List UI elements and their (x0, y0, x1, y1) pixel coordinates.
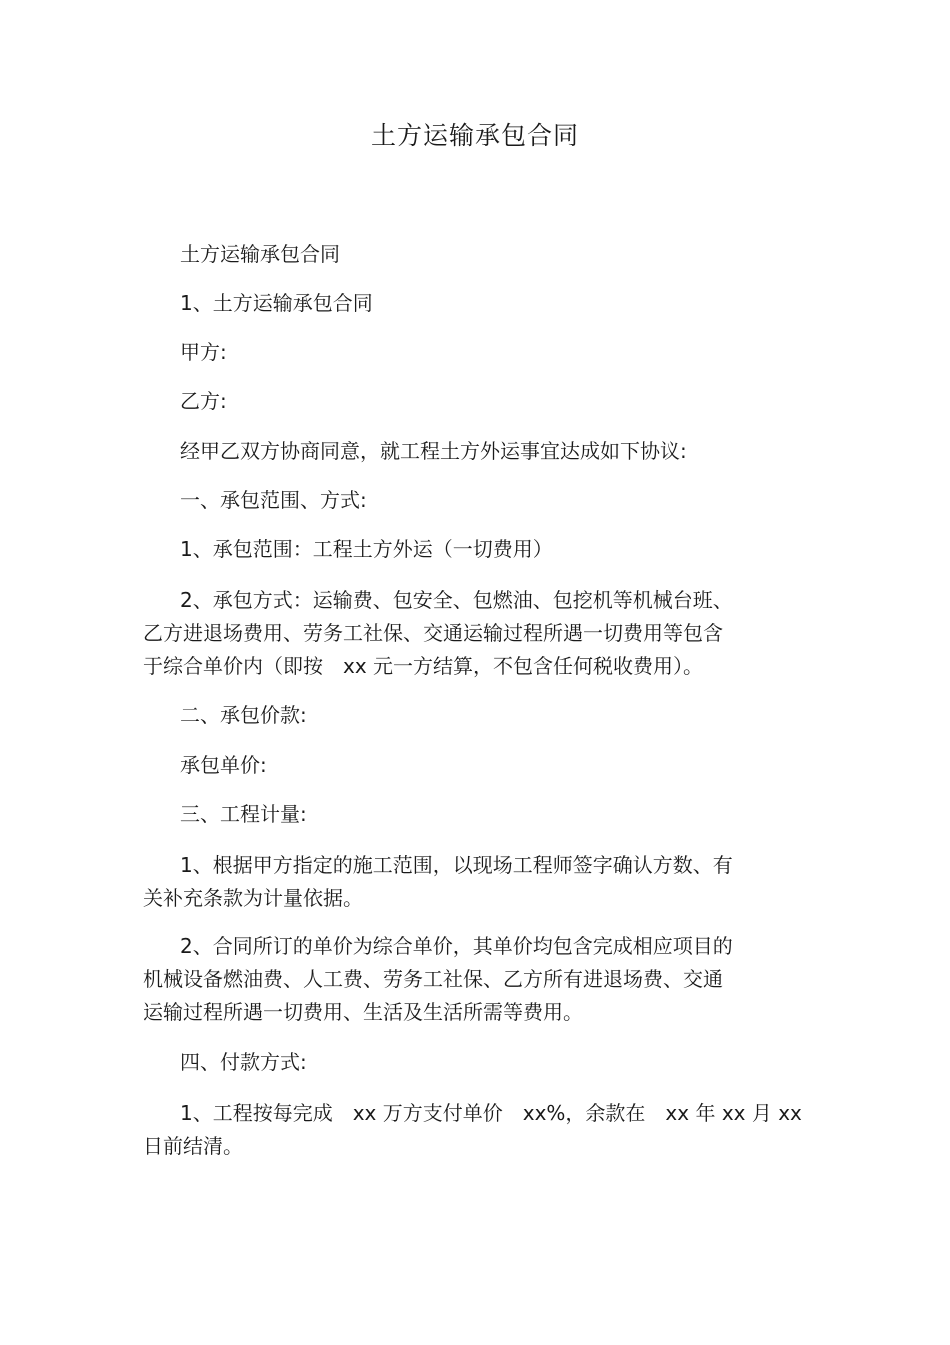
text-line: 四、付款方式: (180, 1050, 307, 1074)
paragraph-subtitle (143, 238, 793, 271)
text-line: 机械设备燃油费、人工费、劳务工社保、乙方所有进退场费、交通 (143, 967, 723, 991)
text-line: 乙方进退场费用、劳务工社保、交通运输过程所遇一切费用等包含 (143, 621, 723, 645)
heading-measurement (143, 798, 793, 831)
text-line: 运输过程所遇一切费用、生活及生活所需等费用。 (143, 1000, 583, 1024)
paragraph-agreement (143, 435, 793, 468)
text-line: 1、根据甲方指定的施工范围，以现场工程师签字确认方数、有 (180, 853, 733, 877)
text-line: 关补充条款为计量依据。 (143, 886, 363, 910)
text-line: 1、工程按每完成 xx 万方支付单价 xx%，余款在 xx 年 xx 月 xx (180, 1101, 802, 1125)
paragraph-measurement-1 (143, 849, 793, 915)
text-line: 日前结清。 (143, 1134, 243, 1158)
text-line: 1、承包范围：工程土方外运（一切费用） (180, 537, 553, 561)
text-line: 2、合同所订的单价为综合单价，其单价均包含完成相应项目的 (180, 934, 733, 958)
text-line: 1、土方运输承包合同 (180, 291, 373, 315)
paragraph-measurement-2 (143, 930, 793, 1029)
text-line: 承包单价: (180, 753, 267, 777)
heading-price (143, 699, 793, 732)
text-line: 乙方: (180, 389, 227, 413)
text-line: 土方运输承包合同 (180, 242, 340, 266)
paragraph-party-b (143, 385, 793, 418)
text-line: 甲方: (180, 340, 227, 364)
text-line: 一、承包范围、方式: (180, 488, 367, 512)
paragraph-scope (143, 533, 793, 566)
document-title: 土方运输承包合同 (370, 121, 579, 150)
text-line: 二、承包价款: (180, 703, 307, 727)
text-line: 2、承包方式：运输费、包安全、包燃油、包挖机等机械台班、 (180, 588, 733, 612)
paragraph-party-a (143, 336, 793, 369)
paragraph-section-1 (143, 287, 793, 320)
text-line: 经甲乙双方协商同意，就工程土方外运事宜达成如下协议: (180, 439, 687, 463)
heading-payment (143, 1046, 793, 1079)
text-line: 于综合单价内（即按 xx 元一方结算，不包含任何税收费用）。 (143, 654, 704, 678)
paragraph-unit-price (143, 749, 793, 782)
paragraph-payment-1 (143, 1097, 802, 1163)
paragraph-method (143, 584, 793, 683)
text-line: 三、工程计量: (180, 802, 307, 826)
heading-scope (143, 484, 793, 517)
